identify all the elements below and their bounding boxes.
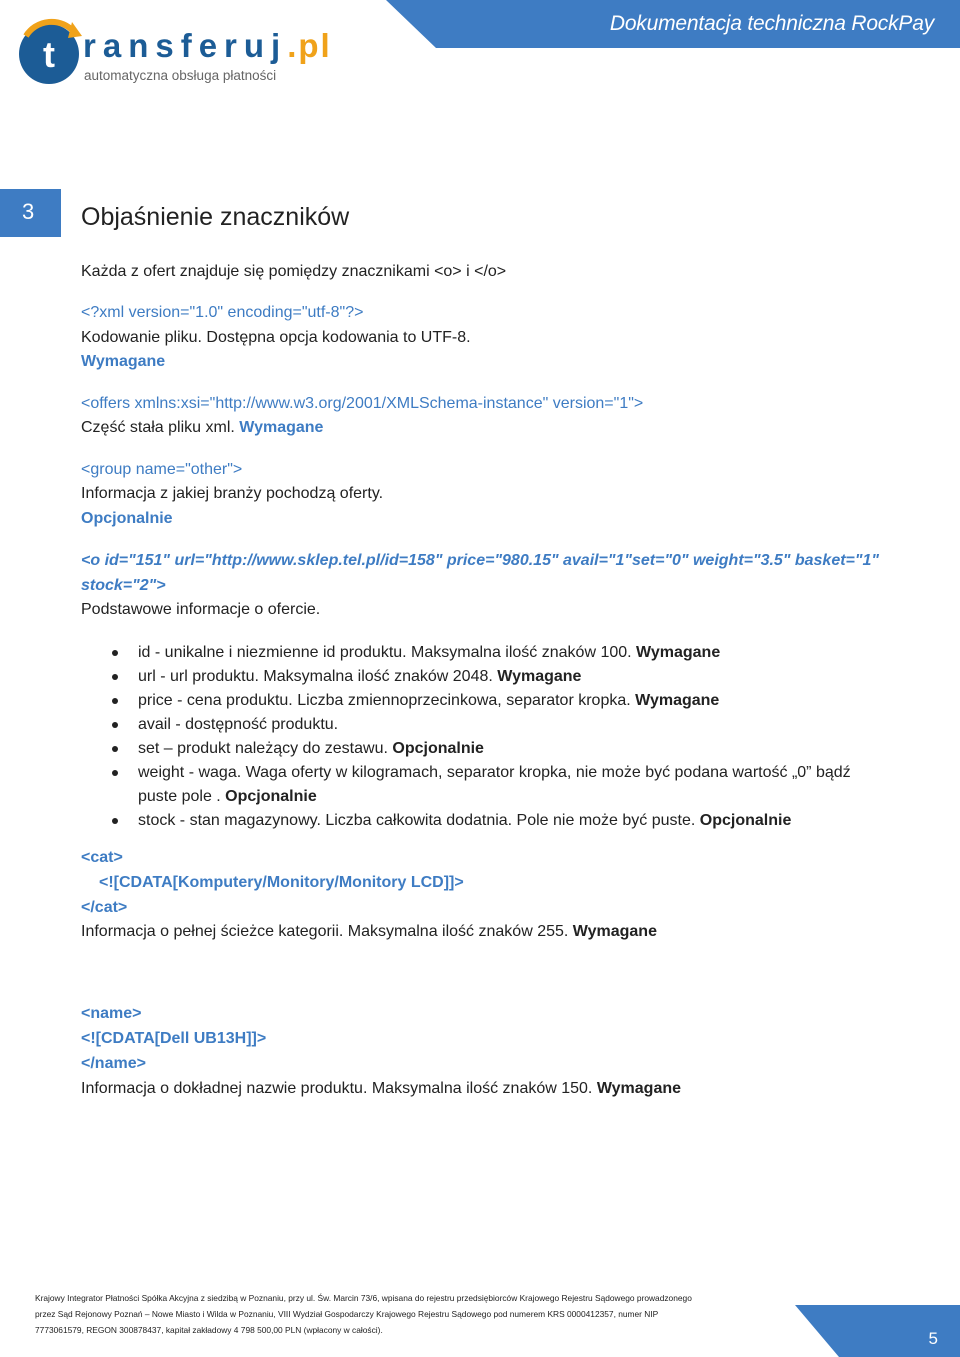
logo-wordmark [83, 27, 332, 65]
group-desc: Informacja z jakiej branży pochodzą oferty. [81, 485, 384, 502]
cat-required: Wymagane [572, 923, 657, 940]
name-desc: Informacja o dokładnej nazwie produktu. Maksymalna ilość znaków 150. [81, 1080, 597, 1097]
footer-line-2: przez Sąd Rejonowy Poznań – Nowe Miasto i Wilda w Poznaniu, VIII Wydział Gospodarczy Krajowego Rejestru Sądowego pod numerem KRS 0000412357, numer NIP [35, 1309, 659, 1319]
attr-avail-text: avail - dostępność produktu. [138, 716, 339, 733]
attr-weight-text: weight - waga. Waga oferty w kilogramach, separator kropka, nie może być podana wartość „0” bądź puste pole . [138, 764, 851, 805]
attr-stock-optional: Opcjonalnie [699, 812, 792, 829]
cat-cdata: <![CDATA[Komputery/Monitory/Monitory LCD]]> [99, 874, 464, 891]
name-open-tag: <name> [81, 1005, 142, 1022]
name-cdata: <![CDATA[Dell UB13H]]> [81, 1030, 267, 1047]
attr-id-text: id - unikalne i niezmienne id produktu. Maksymalna ilość znaków 100. [138, 644, 637, 661]
offers-desc-line [81, 418, 323, 438]
intro-text: Każda z ofert znajduje się pomiędzy znacznikami <o> i </o> [81, 263, 507, 280]
list-item [110, 713, 890, 737]
offers-tag: <offers xmlns:xsi="http://www.w3.org/2001/XMLSchema-instance" version="1"> [81, 395, 644, 412]
document-title: Dokumentacja techniczna RockPay [609, 12, 934, 35]
name-desc-line [81, 1079, 681, 1099]
attr-price-text: price - cena produktu. Liczba zmiennoprzecinkowa, separator kropka. [138, 692, 636, 709]
logo-letter: t [43, 34, 55, 75]
logo-word-text: ransferuj [83, 27, 288, 64]
section-title: Objaśnienie znaczników [81, 203, 350, 231]
o-tag-line-2: stock="2"> [81, 577, 166, 594]
attr-set-optional: Opcjonalnie [392, 740, 484, 757]
group-tag: <group name="other"> [81, 461, 243, 478]
list-item [110, 761, 890, 809]
list-item [110, 737, 890, 761]
attr-set-text: set – produkt należący do zestawu. [138, 740, 393, 757]
attr-price-required: Wymagane [635, 692, 720, 709]
group-optional: Opcjonalnie [81, 510, 173, 527]
attr-url-required: Wymagane [497, 668, 582, 685]
footer-line-3: 7773061579, REGON 300878437, kapitał zakładowy 4 798 500,00 PLN (wpłacony w całości). [35, 1325, 383, 1335]
o-tag-line-1: <o id="151" url="http://www.sklep.tel.pl/id=158" price="980.15" avail="1"set="0" weight="3.5" basket="1" [81, 552, 879, 569]
list-item [110, 689, 890, 713]
attr-stock-text: stock - stan magazynowy. Liczba całkowita dodatnia. Pole nie może być puste. [138, 812, 700, 829]
legal-footer [35, 1290, 735, 1338]
cat-close-tag: </cat> [81, 899, 128, 916]
logo-tld: .pl [287, 27, 332, 64]
list-item [110, 641, 890, 665]
attr-id-required: Wymagane [636, 644, 721, 661]
xml-declaration-desc: Kodowanie pliku. Dostępna opcja kodowania to UTF-8. [81, 329, 471, 346]
name-close-tag: </name> [81, 1055, 146, 1072]
logo-tagline: automatyczna obsługa płatności [84, 68, 277, 83]
section-number: 3 [22, 199, 35, 224]
offer-attributes-list [110, 641, 890, 833]
offers-required: Wymagane [239, 419, 324, 436]
footer-line-1: Krajowy Integrator Płatności Spółka Akcyjna z siedzibą w Poznaniu, przy ul. Św. Marcin 73/6, wpisana do rejestru przedsiębiorców Krajowego Rejestru Sądowego prowadzonego [35, 1293, 692, 1303]
section-number-box [0, 189, 61, 237]
xml-declaration-tag: <?xml version="1.0" encoding="utf-8"?> [81, 304, 364, 321]
offers-desc: Część stała pliku xml. [81, 419, 240, 436]
page-number-box [795, 1305, 960, 1357]
logo-mark-icon [16, 18, 86, 88]
transferuj-logo [16, 18, 356, 88]
list-item [110, 809, 890, 833]
attr-url-text: url - url produktu. Maksymalna ilość znaków 2048. [138, 668, 498, 685]
attr-weight-optional: Opcjonalnie [225, 788, 317, 805]
o-tag-desc: Podstawowe informacje o ofercie. [81, 601, 321, 618]
cat-open-tag: <cat> [81, 849, 123, 866]
cat-desc-line [81, 922, 657, 942]
list-item [110, 665, 890, 689]
cat-desc: Informacja o pełnej ścieżce kategorii. Maksymalna ilość znaków 255. [81, 923, 573, 940]
name-required: Wymagane [596, 1080, 682, 1097]
xml-declaration-required: Wymagane [81, 353, 166, 370]
page-number: 5 [928, 1329, 938, 1348]
